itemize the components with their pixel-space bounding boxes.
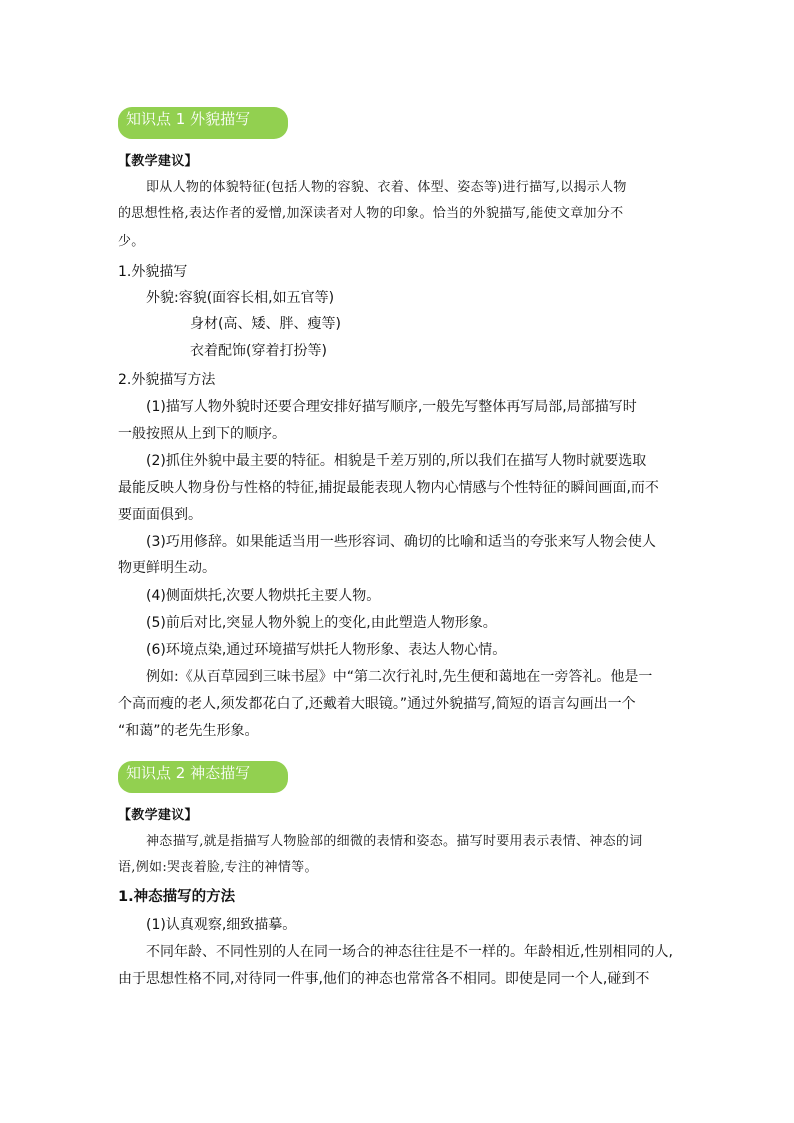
method-line: (3)巧用修辞。如果能适当用一些形容词、确切的比喻和适当的夸张来写人物会使人 bbox=[146, 534, 656, 550]
example-line: “和蔼”的老先生形象。 bbox=[118, 723, 259, 739]
example-line: 个高而瘦的老人,须发都花白了,还戴着大眼镜。”通过外貌描写,简短的语言勾画出一个 bbox=[118, 696, 636, 712]
advice-line: 语,例如:哭丧着脸,专注的神情等。 bbox=[118, 860, 318, 875]
method-line: (6)环境点染,通过环境描写烘托人物形象、表达人物心情。 bbox=[146, 642, 507, 658]
heading-methods: 2.外貌描写方法 bbox=[118, 372, 216, 388]
advice-line: 即从人物的体貌特征(包括人物的容貌、衣着、体型、姿态等)进行描写,以揭示人物 bbox=[146, 180, 627, 195]
heading-appearance: 1.外貌描写 bbox=[118, 264, 188, 280]
body-line: (1)认真观察,细致描摹。 bbox=[146, 917, 297, 933]
method-line: 最能反映人物身份与性格的特征,捕捉最能表现人物内心情感与个性特征的瞬间画面,而不 bbox=[118, 480, 659, 496]
example-line: 例如:《从百草园到三味书屋》中“第二次行礼时,先生便和蔼地在一旁答礼。他是一 bbox=[146, 669, 653, 685]
outline-item: 外貌:容貌(面容长相,如五官等) bbox=[146, 290, 335, 306]
section-pill-appearance: 知识点 1 外貌描写 bbox=[118, 107, 288, 139]
method-line: (4)侧面烘托,次要人物烘托主要人物。 bbox=[146, 588, 381, 604]
method-line: 一般按照从上到下的顺序。 bbox=[118, 426, 286, 442]
method-line: (1)描写人物外貌时还要合理安排好描写顺序,一般先写整体再写局部,局部描写时 bbox=[146, 399, 637, 415]
body-line: 不同年龄、不同性别的人在同一场合的神态往往是不一样的。年龄相近,性别相同的人, bbox=[146, 944, 673, 960]
section-pill-expression: 知识点 2 神态描写 bbox=[118, 761, 288, 793]
teaching-advice-label: 【教学建议】 bbox=[118, 154, 198, 169]
method-line: 要面面俱到。 bbox=[118, 507, 202, 523]
outline-item: 身材(高、矮、胖、瘦等) bbox=[190, 316, 341, 332]
advice-line: 少。 bbox=[118, 234, 145, 249]
body-line: 由于思想性格不同,对待同一件事,他们的神态也常常各不相同。即使是同一个人,碰到不 bbox=[118, 971, 650, 987]
heading-expression-methods: 1.神态描写的方法 bbox=[118, 889, 236, 905]
advice-line: 的思想性格,表达作者的爱憎,加深读者对人物的印象。恰当的外貌描写,能使文章加分不 bbox=[118, 206, 624, 221]
method-line: (5)前后对比,突显人物外貌上的变化,由此塑造人物形象。 bbox=[146, 615, 497, 631]
method-line: (2)抓住外貌中最主要的特征。相貌是千差万别的,所以我们在描写人物时就要选取 bbox=[146, 453, 647, 469]
teaching-advice-label: 【教学建议】 bbox=[118, 808, 198, 823]
method-line: 物更鲜明生动。 bbox=[118, 560, 216, 576]
advice-line: 神态描写,就是指描写人物脸部的细微的表情和姿态。描写时要用表示表情、神态的词 bbox=[146, 834, 643, 849]
outline-item: 衣着配饰(穿着打扮等) bbox=[190, 343, 327, 359]
